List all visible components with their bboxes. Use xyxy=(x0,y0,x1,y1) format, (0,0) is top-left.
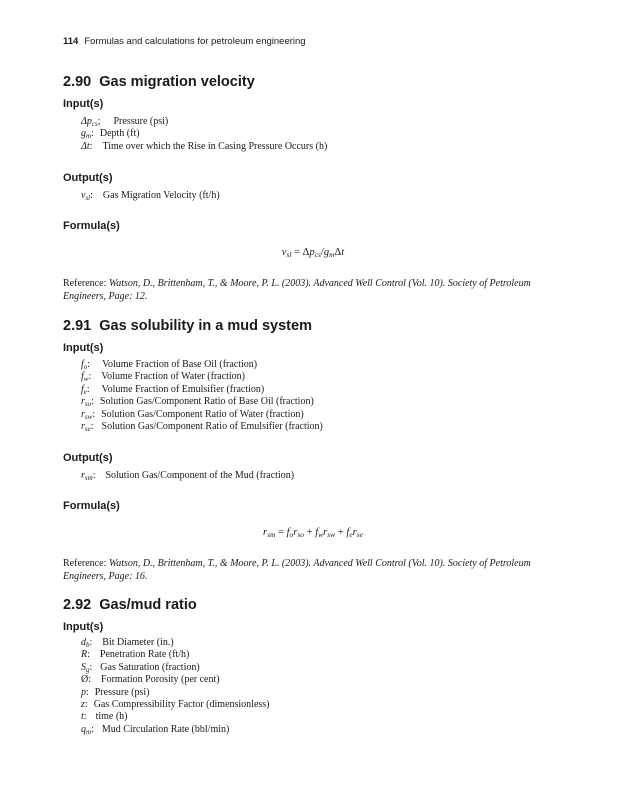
list-item: $v_{sl}$: Gas Migration Velocity (ft/h) xyxy=(81,190,220,202)
list-item: Ø: Formation Porosity (per cent) xyxy=(81,674,220,686)
section-heading-2-92 xyxy=(63,597,197,613)
section-title: Gas migration velocity xyxy=(99,74,255,90)
formula: $v_{sl} = \Delta p_{cs}/g_m\Delta t$ xyxy=(281,247,345,259)
reference: Reference: Watson, D., Brittenham, T., & Moore, P. L. (2003). Advanced Well Control (Vol. 10). Society of Petroleum Engineers, Page: 12. xyxy=(63,278,531,302)
list-item: $f_o$: Volume Fraction of Base Oil (fraction) xyxy=(81,359,258,371)
input-list xyxy=(81,637,270,736)
list-item: $S_g$: Gas Saturation (fraction) xyxy=(81,661,200,674)
section-title: Gas solubility in a mud system xyxy=(99,318,312,334)
list-item: $g_m$: Depth (ft) xyxy=(81,128,140,141)
list-item: $r_{sw}$: Solution Gas/Component Ratio of Water (fraction) xyxy=(81,408,304,421)
list-item: $r_{se}$: Solution Gas/Component Ratio of Emulsifier (fraction) xyxy=(81,420,323,433)
list-item: $\Delta p_{cs}$; Pressure (psi) xyxy=(81,116,169,128)
output-list xyxy=(81,190,220,202)
section-number: 2.92 xyxy=(63,597,92,613)
list-item: Δt: Time over which the Rise in Casing Pressure Occurs (h) xyxy=(81,140,328,152)
formulas-heading: Formula(s) xyxy=(63,500,120,512)
page-number: 114 xyxy=(63,36,79,47)
outputs-heading: Output(s) xyxy=(63,172,113,184)
inputs-heading: Input(s) xyxy=(63,98,104,110)
input-list xyxy=(81,359,323,433)
running-title: Formulas and calculations for petroleum engineering xyxy=(84,36,306,47)
section-heading-2-90 xyxy=(63,74,255,90)
running-header xyxy=(63,36,306,47)
list-item: $r_{so}$: Solution Gas/Component Ratio of Base Oil (fraction) xyxy=(81,396,314,409)
section-heading-2-91 xyxy=(63,318,312,334)
list-item: $r_{sm}$: Solution Gas/Component of the Mud (fraction) xyxy=(81,470,295,482)
list-item: p: Pressure (psi) xyxy=(81,686,150,698)
list-item: $f_w$: Volume Fraction of Water (fraction) xyxy=(81,371,246,384)
formula: $r_{sm} = f_or_{so} + f_wr_{sw} + f_er_{se}$ xyxy=(263,527,363,539)
outputs-heading: Output(s) xyxy=(63,452,113,464)
section-number: 2.90 xyxy=(63,74,92,90)
inputs-heading: Input(s) xyxy=(63,621,104,633)
section-title: Gas/mud ratio xyxy=(99,597,197,613)
inputs-heading: Input(s) xyxy=(63,342,104,354)
list-item: $d_b$: Bit Diameter (in.) xyxy=(81,637,174,649)
list-item: $q_m$: Mud Circulation Rate (bbl/min) xyxy=(81,723,230,736)
output-list xyxy=(81,470,294,482)
list-item: z: Gas Compressibility Factor (dimensionless) xyxy=(81,698,270,710)
list-item: $f_e$: Volume Fraction of Emulsifier (fraction) xyxy=(81,383,265,396)
reference: Reference: Watson, D., Brittenham, T., & Moore, P. L. (2003). Advanced Well Control (Vol. 10). Society of Petroleum Engineers, Page: 16. xyxy=(63,558,531,582)
section-number: 2.91 xyxy=(63,318,92,334)
list-item: R: Penetration Rate (ft/h) xyxy=(81,649,190,661)
list-item: t: time (h) xyxy=(81,711,128,723)
formulas-heading: Formula(s) xyxy=(63,220,120,232)
input-list xyxy=(81,116,327,153)
